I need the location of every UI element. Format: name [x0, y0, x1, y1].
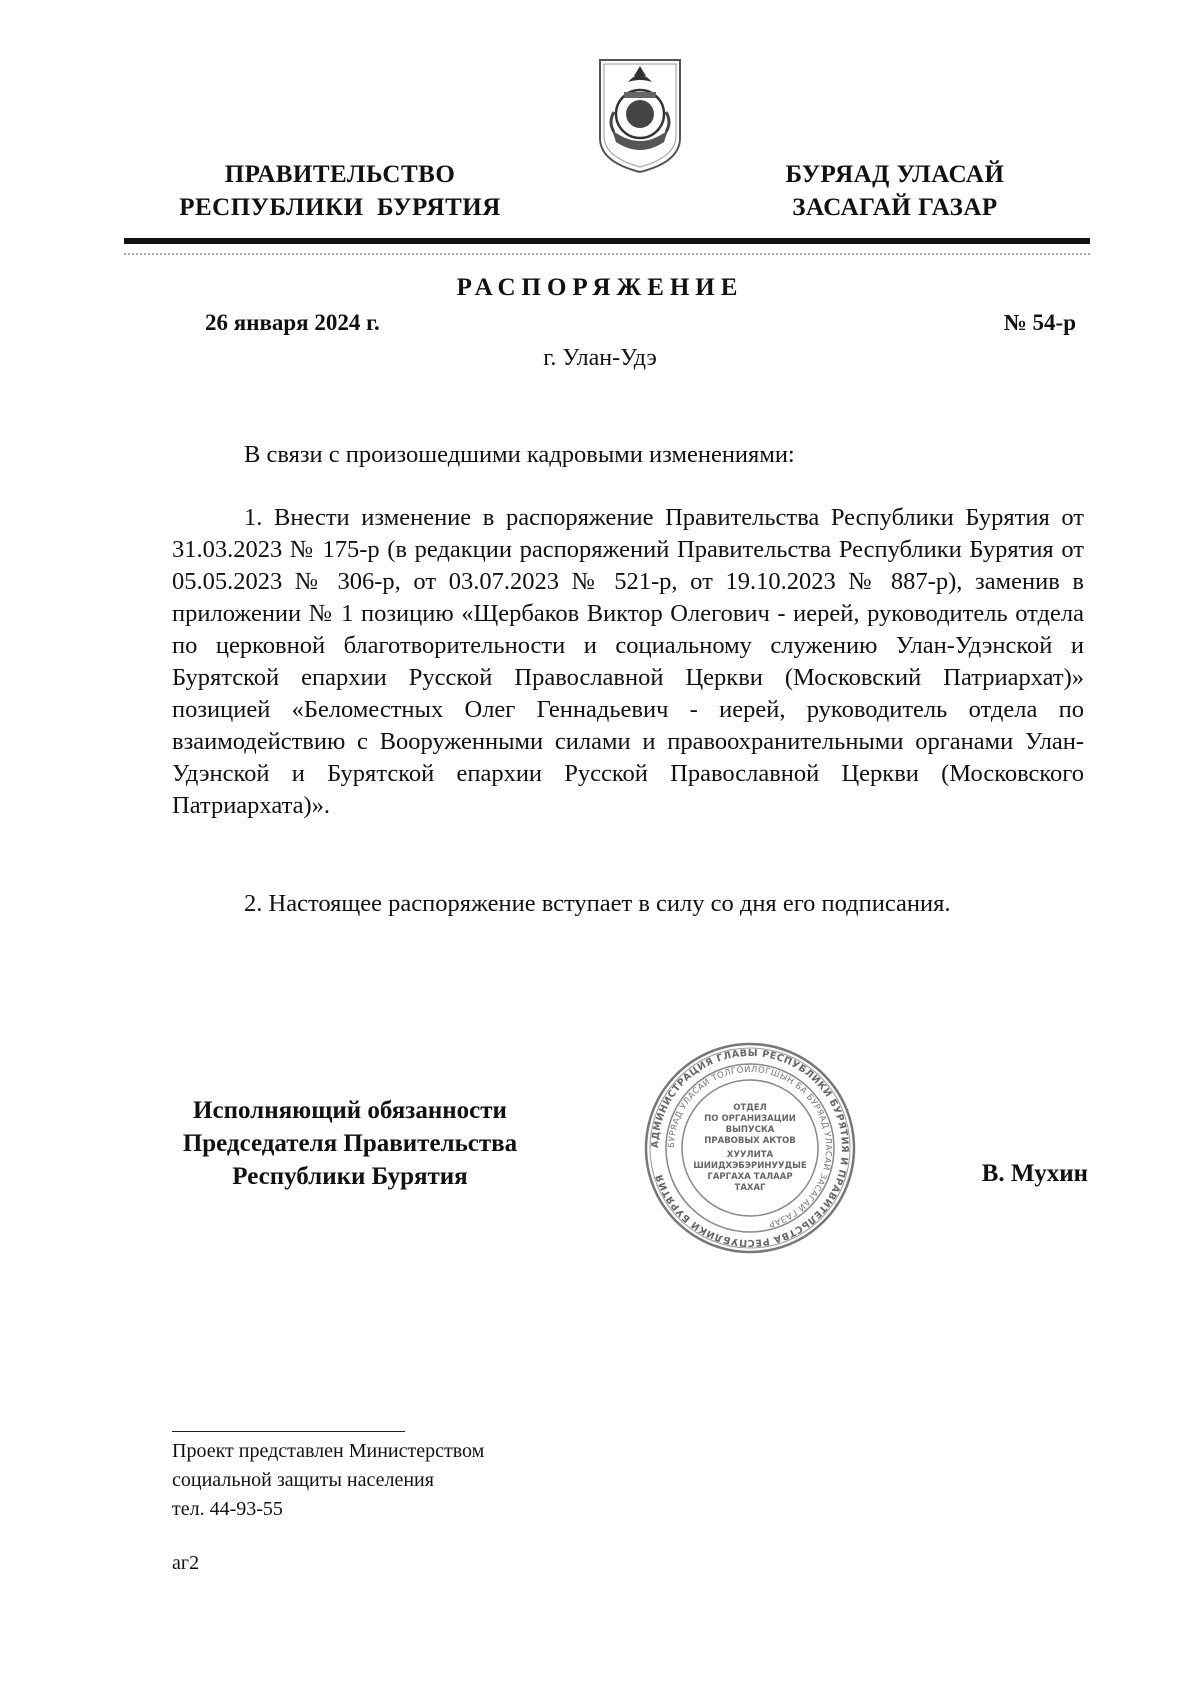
seal-center-line: ТАХАГ	[734, 1183, 766, 1193]
signatory-title-line1: Исполняющий обязанности	[193, 1097, 507, 1124]
header-left	[140, 158, 540, 224]
seal-center-line: ШИИДХЭБЭРИНУУДЫЕ	[693, 1161, 807, 1171]
seal-center-line: ОТДЕЛ	[733, 1103, 767, 1113]
footnote-line-1: Проект представлен Министерством	[172, 1440, 485, 1462]
signatory-title	[150, 1094, 550, 1193]
document-number: № 54-р	[1003, 310, 1076, 335]
seal-center-line: ХУУЛИТА	[726, 1150, 774, 1160]
official-seal	[642, 1040, 858, 1256]
footnote-divider	[172, 1431, 405, 1432]
body-item-1: 1. Внести изменение в распоряжение Правительства Республики Бурятия от 31.03.2023 № 175-р (в редакции распоряжений Правительства Республики Бурятия от 05.05.2023 № 306-р, от 03.07.2023 № 521-р, от 19.10.2023 № 887-р), заменив в приложении № 1 позицию «Щербаков Виктор Олегович - иерей, руководитель отдела по церковной благотворительности и социальному служению Улан-Удэнской и Бурятской епархии Русской Православной Церкви (Московский Патриархат)» позицией «Беломестных Олег Геннадьевич - иерей, руководитель отдела по взаимодействию с Вооруженными силами и правоохранительными органами Улан-Удэнской и Бурятской епархии Русской Православной Церкви (Московского Патриархата)».	[172, 504, 1084, 819]
header-divider-thick	[124, 238, 1090, 244]
header-right-line1: БУРЯАД УЛАСАЙ	[785, 161, 1005, 188]
document-title: РАСПОРЯЖЕНИЕ	[456, 274, 744, 301]
document-city: г. Улан-Удэ	[543, 345, 657, 371]
footnote-line-3: тел. 44-93-55	[172, 1498, 283, 1520]
seal-center-line: ВЫПУСКА	[725, 1125, 775, 1135]
header-left-line2: РЕСПУБЛИКИ БУРЯТИЯ	[179, 194, 501, 221]
seal-inner-text: БУРЯАД УЛАСАЙ ТОЛГОЙЛОГШЫН БА БУРЯАД УЛАСАЙ ЗАСАГАЙ ГАЗАР	[666, 1064, 834, 1229]
body-intro: В связи с произошедшими кадровыми изменениями:	[244, 441, 795, 468]
seal-center-line: ГАРГАХА ТАЛААР	[707, 1172, 793, 1182]
seal-center-line: ПРАВОВЫХ АКТОВ	[704, 1136, 796, 1146]
header-right	[745, 158, 1045, 224]
seal-center-line: ПО ОРГАНИЗАЦИИ	[704, 1114, 796, 1124]
header-divider-dotted	[124, 253, 1090, 255]
header-right-line2: ЗАСАГАЙ ГАЗАР	[792, 194, 998, 221]
coat-of-arms-emblem	[594, 52, 686, 176]
svg-text:АДМИНИСТРАЦИЯ ГЛАВЫ РЕСПУБЛИКИ	[650, 1048, 850, 1248]
document-code: аг2	[172, 1552, 200, 1574]
document-date: 26 января 2024 г.	[205, 310, 380, 335]
signatory-title-line2: Председателя Правительства	[182, 1130, 518, 1157]
body-item-2: 2. Настоящее распоряжение вступает в силу со дня его подписания.	[244, 890, 951, 917]
header-left-line1: ПРАВИТЕЛЬСТВО	[224, 161, 456, 188]
footnote-line-2: социальной защиты населения	[172, 1469, 434, 1491]
signatory-title-line3: Республики Бурятия	[232, 1163, 468, 1190]
signatory-name: В. Мухин	[981, 1160, 1088, 1187]
seal-outer-text: АДМИНИСТРАЦИЯ ГЛАВЫ РЕСПУБЛИКИ БУРЯТИЯ И ПРАВИТЕЛЬСТВА РЕСПУБЛИКИ БУРЯТИЯ	[649, 1047, 851, 1249]
